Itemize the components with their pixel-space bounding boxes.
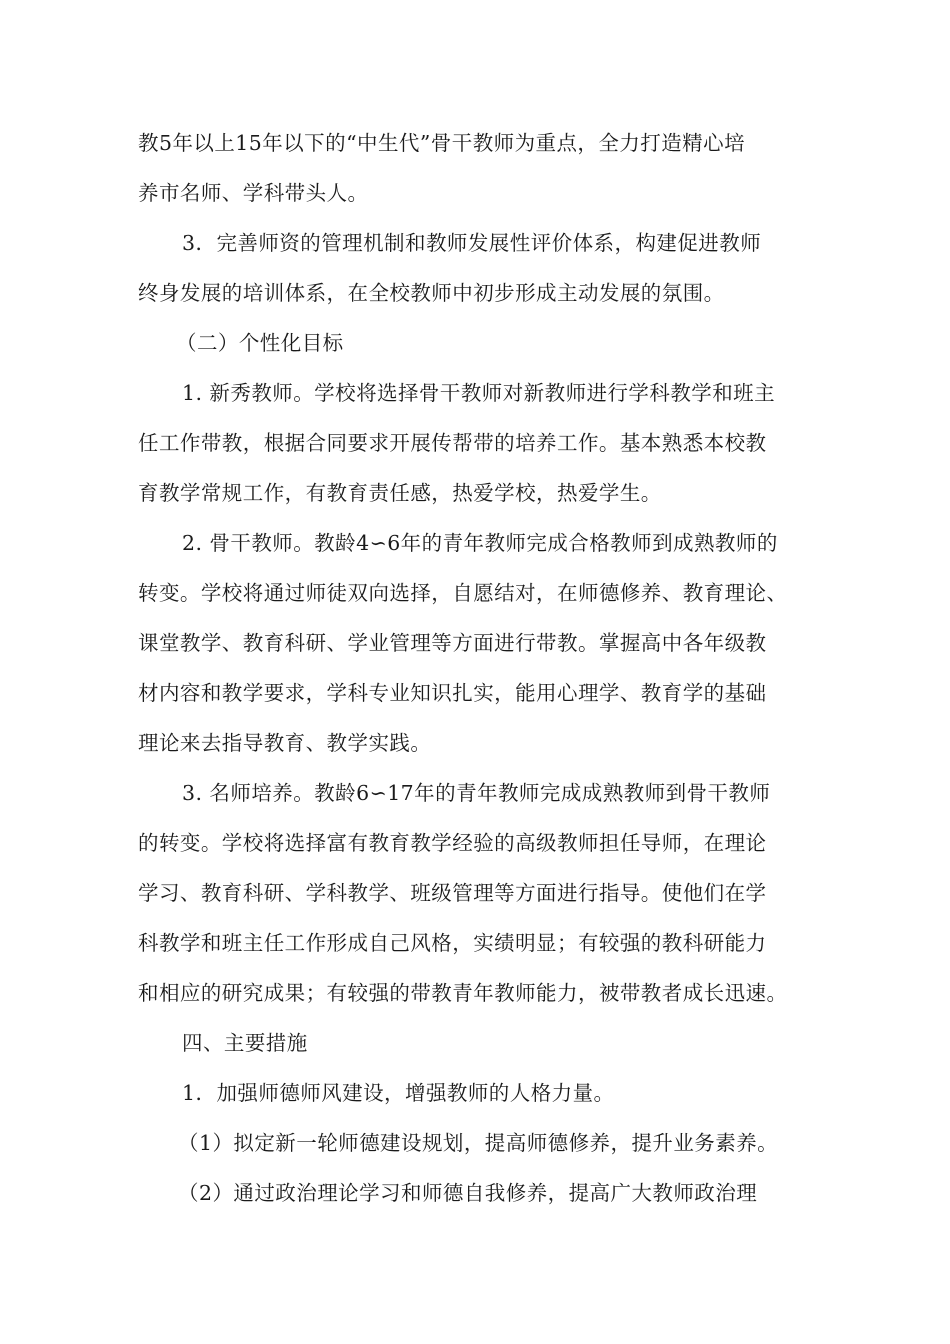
text-line-13: 理论来去指导教育、教学实践。 bbox=[138, 731, 432, 755]
text-line-20: 1．加强师德师风建设，增强教师的人格力量。 bbox=[182, 1081, 615, 1105]
text-line-4: 终身发展的培训体系，在全校教师中初步形成主动发展的氛围。 bbox=[138, 281, 725, 305]
text-line-12: 材内容和教学要求，学科专业知识扎实，能用心理学、教育学的基础 bbox=[138, 681, 767, 705]
text-line-7: 任工作带教，根据合同要求开展传帮带的培养工作。基本熟悉本校教 bbox=[138, 431, 767, 455]
text-line-10: 转变。学校将通过师徒双向选择，自愿结对，在师德修养、教育理论、 bbox=[138, 581, 788, 605]
text-line-15: 的转变。学校将选择富有教育教学经验的高级教师担任导师，在理论 bbox=[138, 831, 767, 855]
text-line-8: 育教学常规工作，有教育责任感，热爱学校，热爱学生。 bbox=[138, 481, 662, 505]
section-heading-personalized-goals: （二）个性化目标 bbox=[176, 331, 344, 355]
text-line-3: 3．完善师资的管理机制和教师发展性评价体系，构建促进教师 bbox=[182, 231, 762, 255]
text-line-21: （1）拟定新一轮师德建设规划，提高师德修养，提升业务素养。 bbox=[178, 1131, 779, 1155]
text-line-11: 课堂教学、教育科研、学业管理等方面进行带教。掌握高中各年级教 bbox=[138, 631, 767, 655]
text-line-1: 教5年以上15年以下的“中生代”骨干教师为重点，全力打造精心培 bbox=[138, 131, 746, 155]
text-line-2: 养市名师、学科带头人。 bbox=[138, 181, 369, 205]
text-line-17: 科教学和班主任工作形成自己风格，实绩明显；有较强的教科研能力 bbox=[138, 931, 767, 955]
text-line-14: 3. 名师培养。教龄6∽17年的青年教师完成成熟教师到骨干教师 bbox=[182, 781, 771, 805]
text-line-6: 1. 新秀教师。学校将选择骨干教师对新教师进行学科教学和班主 bbox=[182, 381, 776, 405]
text-line-16: 学习、教育科研、学科教学、班级管理等方面进行指导。使他们在学 bbox=[138, 881, 767, 905]
document-body bbox=[138, 118, 838, 1218]
text-line-18: 和相应的研究成果；有较强的带教青年教师能力，被带教者成长迅速。 bbox=[138, 981, 788, 1005]
text-line-22: （2）通过政治理论学习和师德自我修养，提高广大教师政治理 bbox=[178, 1181, 758, 1205]
text-line-9: 2. 骨干教师。教龄4∽6年的青年教师完成合格教师到成熟教师的 bbox=[182, 531, 778, 555]
section-heading-main-measures: 四、主要措施 bbox=[182, 1031, 308, 1055]
